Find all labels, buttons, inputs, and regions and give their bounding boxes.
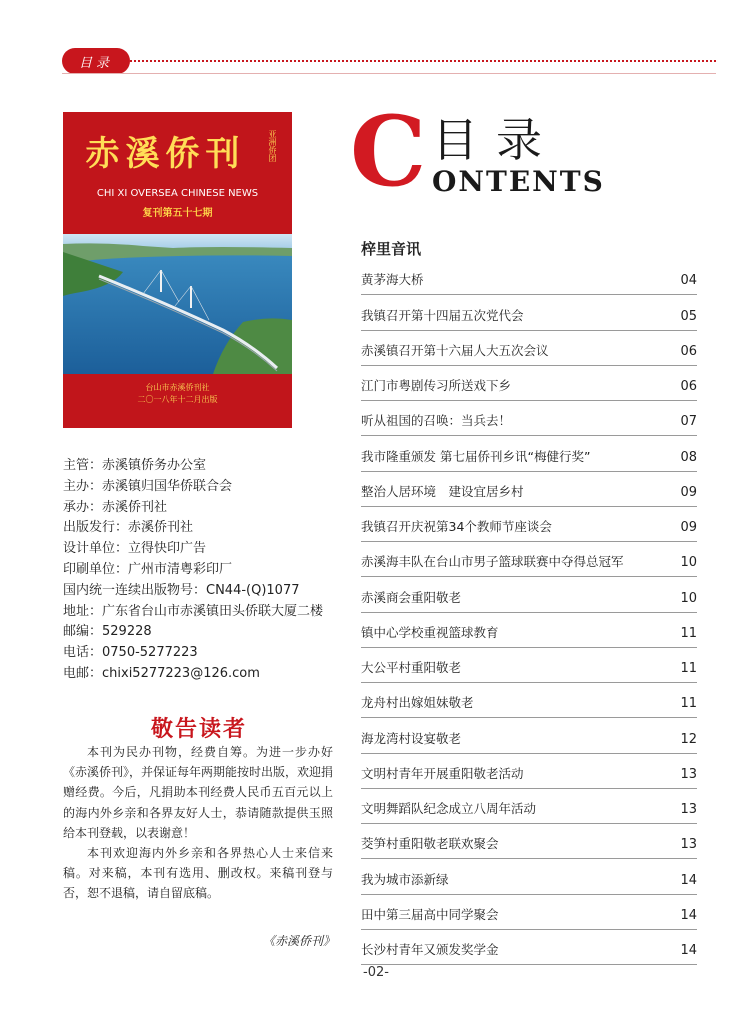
publication-info bbox=[63, 456, 363, 685]
toc-page: 10 bbox=[680, 555, 697, 571]
toc-item[interactable] bbox=[361, 789, 697, 824]
toc-page: 13 bbox=[680, 837, 697, 853]
toc-title: 镇中心学校重视篮球教育 bbox=[361, 624, 499, 640]
toc-item[interactable] bbox=[361, 366, 697, 401]
info-line: 邮编：529228 bbox=[63, 624, 152, 640]
toc-title: 赤溪海丰队在台山市男子篮球联赛中夺得总冠军 bbox=[361, 554, 624, 570]
toc-page: 06 bbox=[680, 343, 697, 359]
contents-heading-cn: 目录 bbox=[432, 113, 560, 167]
cover-stamp: 亚洲侨团 bbox=[268, 130, 277, 162]
contents-big-letter: C bbox=[350, 95, 427, 208]
toc-page: 07 bbox=[680, 414, 697, 430]
toc-page: 06 bbox=[680, 379, 697, 394]
info-line: 出版发行：赤溪侨刊社 bbox=[63, 520, 194, 536]
toc-item[interactable] bbox=[361, 436, 697, 471]
toc-page: 08 bbox=[680, 449, 697, 465]
toc-page: 04 bbox=[680, 273, 697, 289]
table-of-contents bbox=[361, 260, 697, 965]
notice-signature: 《赤溪侨刊》 bbox=[262, 934, 335, 948]
info-line: 电话：0750-5277223 bbox=[63, 645, 198, 661]
toc-title: 长沙村青年又颁发奖学金 bbox=[361, 942, 499, 957]
toc-item[interactable] bbox=[361, 613, 697, 648]
toc-page: 11 bbox=[680, 661, 697, 676]
toc-item[interactable] bbox=[361, 754, 697, 789]
toc-title: 茭笋村重阳敬老联欢聚会 bbox=[361, 836, 499, 852]
toc-item[interactable] bbox=[361, 718, 697, 753]
cover-date: 二〇一八年十二月出版 bbox=[137, 395, 218, 404]
toc-title: 整治人居环境 建设宜居乡村 bbox=[361, 483, 524, 499]
notice-paragraph: 本刊为民办刊物，经费自筹。为进一步办好《赤溪侨刊》，并保证每年两期能按时出版，欢迎捐赠经费。今后，凡捐助本刊经费人民币五百元以上的海内外乡亲和各界友好人士，恭请随款提供玉照给本刊登载，以表谢意！ bbox=[63, 745, 334, 840]
toc-title: 文明村青年开展重阳敬老活动 bbox=[361, 765, 524, 781]
toc-item[interactable] bbox=[361, 683, 697, 718]
toc-page: 14 bbox=[680, 943, 697, 958]
bridge-photo bbox=[63, 234, 292, 374]
toc-title: 听从祖国的召唤：当兵去！ bbox=[361, 413, 512, 429]
toc-title: 海龙湾村设宴敬老 bbox=[361, 730, 462, 746]
info-line: 地址：广东省台山市赤溪镇田头侨联大厦二楼 bbox=[63, 603, 324, 619]
toc-title: 黄茅海大桥 bbox=[361, 272, 424, 288]
info-line: 承办：赤溪侨刊社 bbox=[63, 499, 168, 515]
toc-title: 我市隆重颁发 第七届侨刊乡讯“梅健行奖” bbox=[361, 448, 591, 464]
toc-page: 14 bbox=[680, 907, 697, 923]
toc-title: 我镇召开庆祝第34个教师节座谈会 bbox=[361, 519, 552, 534]
toc-title: 大公平村重阳敬老 bbox=[361, 660, 462, 675]
toc-title: 我镇召开第十四届五次党代会 bbox=[361, 307, 524, 323]
toc-item[interactable] bbox=[361, 401, 697, 436]
toc-title: 田中第三届高中同学聚会 bbox=[361, 906, 499, 922]
toc-item[interactable] bbox=[361, 930, 697, 965]
toc-page: 14 bbox=[680, 872, 697, 888]
toc-title: 赤溪商会重阳敬老 bbox=[361, 589, 462, 605]
toc-item[interactable] bbox=[361, 648, 697, 683]
toc-title: 文明舞蹈队纪念成立八周年活动 bbox=[361, 801, 537, 816]
toc-item[interactable] bbox=[361, 507, 697, 542]
toc-item[interactable] bbox=[361, 577, 697, 612]
page-number: -02- bbox=[363, 965, 389, 980]
toc-title: 龙舟村出嫁姐妹敬老 bbox=[361, 695, 474, 711]
info-line: 主管：赤溪镇侨务办公室 bbox=[63, 458, 207, 473]
info-line: 设计单位：立得快印广告 bbox=[63, 541, 207, 557]
notice-title: 敬告读者 bbox=[150, 717, 247, 742]
toc-title: 赤溪镇召开第十六届人大五次会议 bbox=[361, 342, 549, 358]
toc-item[interactable] bbox=[361, 260, 697, 295]
cover-publisher: 台山市赤溪侨刊社 bbox=[145, 383, 210, 392]
toc-item[interactable] bbox=[361, 295, 697, 330]
toc-page: 13 bbox=[680, 766, 697, 782]
toc-item[interactable] bbox=[361, 859, 697, 894]
info-line: 主办：赤溪镇归国华侨联合会 bbox=[63, 478, 233, 494]
toc-item[interactable] bbox=[361, 542, 697, 577]
magazine-cover bbox=[63, 112, 292, 428]
header-rule bbox=[62, 73, 716, 74]
toc-item[interactable] bbox=[361, 472, 697, 507]
header-dotted-rule bbox=[126, 60, 716, 62]
toc-page: 09 bbox=[680, 520, 697, 535]
section-tab: 目录 bbox=[62, 48, 130, 74]
toc-title: 江门市粤剧传习所送戏下乡 bbox=[361, 378, 512, 393]
notice-paragraph: 本刊欢迎海内外乡亲和各界热心人士来信来稿。对来稿，本刊有选用、删改权。来稿刊登与否，恕不退稿，请自留底稿。 bbox=[63, 846, 333, 901]
toc-title: 我为城市添新绿 bbox=[361, 871, 449, 887]
cover-subtitle: CHI XI OVERSEA CHINESE NEWS bbox=[96, 188, 259, 199]
toc-page: 09 bbox=[680, 484, 697, 500]
toc-page: 13 bbox=[680, 802, 697, 817]
info-line: 印刷单位：广州市清粤彩印厂 bbox=[63, 561, 233, 577]
toc-page: 10 bbox=[680, 590, 697, 606]
info-line: 国内统一连续出版物号：CN44-(Q)1077 bbox=[63, 582, 300, 598]
section-heading: 梓里音讯 bbox=[361, 240, 422, 258]
cover-issue: 复刊第五十七期 bbox=[142, 208, 213, 219]
contents-heading-en: ONTENTS bbox=[432, 165, 605, 198]
toc-item[interactable] bbox=[361, 331, 697, 366]
info-line: 电邮：chixi5277223@126.com bbox=[63, 665, 260, 681]
toc-page: 11 bbox=[680, 696, 697, 712]
toc-item[interactable] bbox=[361, 895, 697, 930]
toc-item[interactable] bbox=[361, 824, 697, 859]
cover-title: 赤溪侨刊 bbox=[85, 134, 246, 174]
notice-body bbox=[63, 742, 333, 904]
toc-page: 12 bbox=[680, 731, 697, 747]
toc-page: 05 bbox=[680, 308, 697, 324]
toc-page: 11 bbox=[680, 625, 697, 641]
